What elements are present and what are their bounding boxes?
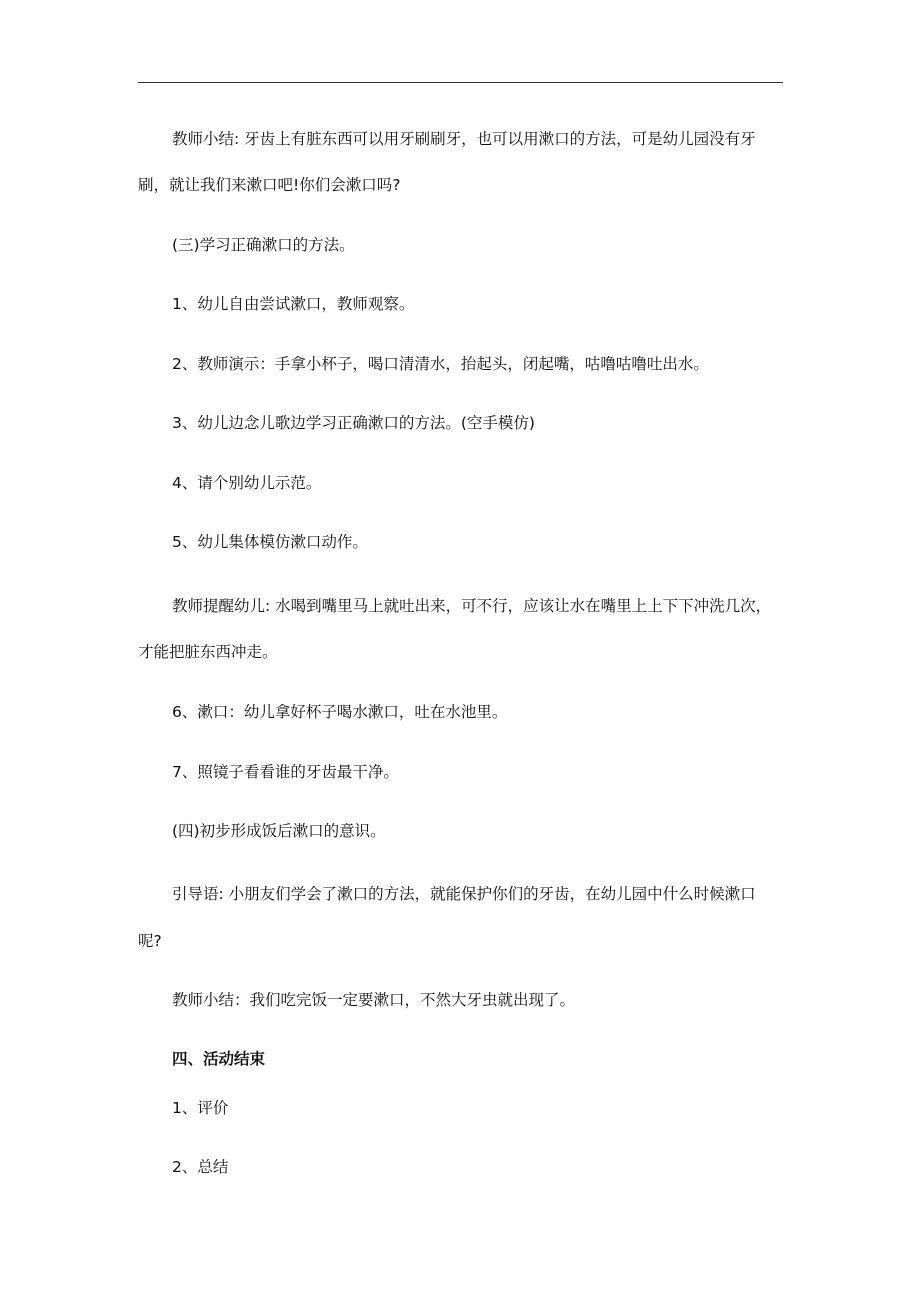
list-item-5: 5、幼儿集体模仿漱口动作。: [172, 533, 368, 551]
paragraph-line-1: 教师小结: 牙齿上有脏东西可以用牙刷刷牙，也可以用漱口的方法，可是幼儿园没有牙: [172, 130, 756, 148]
list-item-summary: 2、总结: [172, 1158, 229, 1176]
paragraph-line-7: 教师小结：我们吃完饭一定要漱口，不然大牙虫就出现了。: [172, 991, 576, 1009]
list-item-1: 1、幼儿自由尝试漱口，教师观察。: [172, 295, 415, 313]
list-item-evaluate: 1、评价: [172, 1099, 229, 1117]
paragraph-line-6: 呢?: [138, 932, 162, 950]
paragraph-line-2: 刷，就让我们来漱口吧!你们会漱口吗?: [138, 176, 401, 194]
paragraph-line-4: 才能把脏东西冲走。: [138, 643, 278, 661]
section-heading-4: (四)初步形成饭后漱口的意识。: [172, 822, 386, 840]
paragraph-line-5: 引导语: 小朋友们学会了漱口的方法，就能保护你们的牙齿，在幼儿园中什么时候漱口: [172, 885, 756, 903]
list-item-3: 3、幼儿边念儿歌边学习正确漱口的方法。(空手模仿): [172, 414, 535, 432]
paragraph-line-3: 教师提醒幼儿: 水喝到嘴里马上就吐出来，可不行，应该让水在嘴里上上下下冲洗几次，: [172, 597, 772, 615]
header-rule: [138, 82, 783, 83]
section-heading-3: (三)学习正确漱口的方法。: [172, 236, 355, 254]
list-item-7: 7、照镜子看看谁的牙齿最干净。: [172, 763, 399, 781]
list-item-4: 4、请个别幼儿示范。: [172, 474, 322, 492]
section-heading-activity-end: 四、活动结束: [172, 1050, 266, 1068]
list-item-2: 2、教师演示：手拿小杯子，喝口清清水，抬起头，闭起嘴，咕噜咕噜吐出水。: [172, 355, 709, 373]
list-item-6: 6、漱口：幼儿拿好杯子喝水漱口，吐在水池里。: [172, 703, 508, 721]
